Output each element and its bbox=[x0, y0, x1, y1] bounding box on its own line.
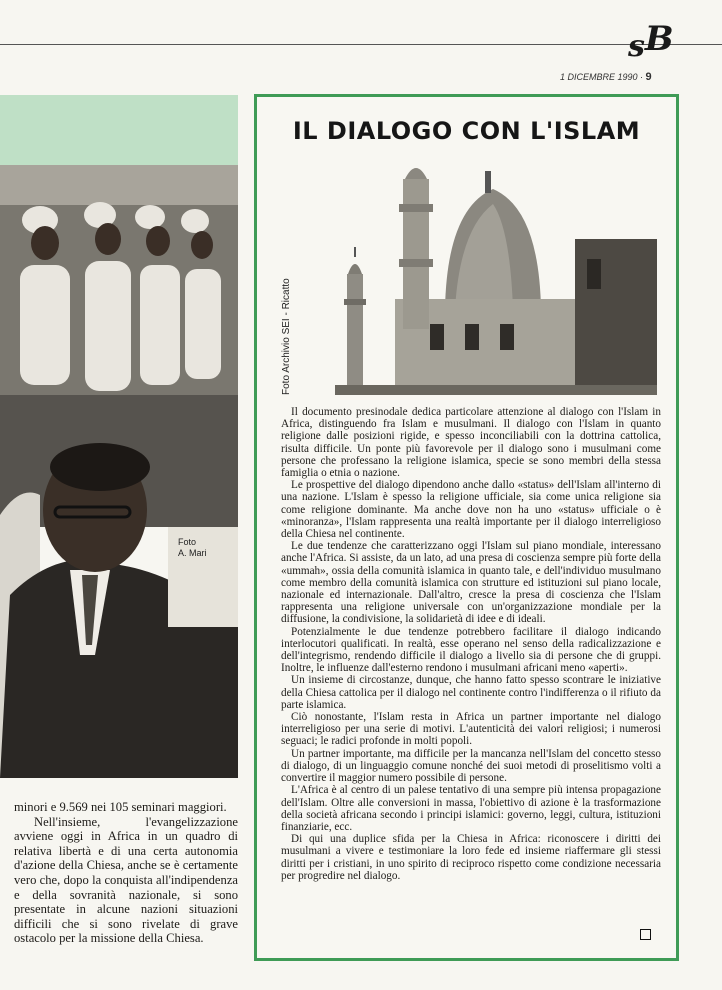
article-paragraph: Di qui una duplice sfida per la Chiesa in Africa: riconoscere i diritti dei musulmani a vivere e testimoniare la loro fede ed insieme riaffermare gli stessi diritti per i cristiani, in uno spirito di reciproco rispetto come condizione necessaria per progredire nel dialogo. bbox=[281, 833, 661, 882]
mosque-photo bbox=[335, 149, 657, 395]
hollow-square-icon bbox=[640, 929, 651, 940]
left-paragraph: Nell'insieme, l'evangelizzazione avviene oggi in Africa in un quadro di relativa libertà e di una certa autonomia d'azione della Chiesa, anche se è certamente vero che, dopo la conquista all'indipendenza e della sovranità nazionale, si sono presentate in alcune nazioni situazioni difficili che si sono rivelate di grave ostacolo per la missione della Chiesa. bbox=[14, 814, 238, 946]
left-column-text bbox=[14, 800, 238, 946]
article-paragraph: L'Africa è al centro di un palese tentativo di una sempre più intensa propagazione dell'Islam. Oltre alle conversioni in massa, l'obiettivo di azione è la trasformazione della società africana secondo i principi islamici: governo, leggi, cultura, istituzioni finanziarie, ecc. bbox=[281, 784, 661, 833]
article-paragraph: Ciò nonostante, l'Islam resta in Africa un partner importante nel dialogo interreligioso per una serie di motivi. L'autenticità dei valori religiosi; i numerosi seguaci; le radici profonde in molti popoli. bbox=[281, 711, 661, 748]
article-paragraph: Un insieme di circostanze, dunque, che hanno fatto spesso scontrare le iniziative della Chiesa cattolica per il dialogo nel continente contro l'indifferenza o il rifiuto da parte islamica. bbox=[281, 674, 661, 711]
photo-caption: Foto A. Mari bbox=[168, 527, 238, 627]
dateline: 1 DICEMBRE 1990 · 9 bbox=[560, 71, 652, 83]
article-paragraph: Le due tendenze che caratterizzano oggi l'Islam sul piano mondiale, interessano anche l'Africa. Si assiste, da un lato, ad una presa di coscienza sempre più forte della «ummah», ossia della comunità islamica in quanto tale, e dell'individuo musulmano come membro della comunità islamica con strutture ed istituzioni sul piano locale, nazionale ed internazionale. Dall'altro, cresce la presa di coscienza che l'Islam rappresenta una religione universale con un'organizzazione mondiale per la diffusione, la condivisione, la solidarietà di idee e di ideali. bbox=[281, 540, 661, 626]
mint-band bbox=[0, 95, 238, 165]
header-rule bbox=[0, 44, 722, 45]
article-body bbox=[281, 406, 661, 882]
article-paragraph: Un partner importante, ma difficile per la mancanza nell'Islam del concetto stesso di dialogo, di un linguaggio comune nonché dei suoi metodi di proselitismo volti a convertire il maggior numero possibile di persone. bbox=[281, 747, 661, 785]
left-paragraph: minori e 9.569 nei 105 seminari maggiori. bbox=[14, 800, 227, 814]
photo-credit: Foto Archivio SEI - Ricatto bbox=[281, 278, 292, 395]
article-box bbox=[254, 94, 679, 961]
article-paragraph: Potenzialmente le due tendenze potrebbero facilitare il dialogo indicando interlocutori qualificati. In realtà, esse operano nel senso della radicalizzazione e dell'integrismo, rendendo difficile il dialogo a livello sia di persone che di gruppi. Inoltre, le influenze dall'esterno rendono i musulmani africani meno «aperti». bbox=[281, 625, 661, 675]
article-paragraph: Il documento presinodale dedica particolare attenzione al dialogo con l'Islam in Africa, distinguendo fra Islam e musulmani. Il dialogo con l'Islam in quanto religione dalle posizioni rigide, e spesso inconciliabili con la dottrina cattolica, risulta difficile. Un ponte più favorevole per il dialogo sono i musulmani come persone che professano la religione islamica, specie se sono membri della stessa famiglia o etnia o nazione. bbox=[281, 406, 661, 480]
article-title: IL DIALOGO CON L'ISLAM bbox=[292, 117, 641, 145]
magazine-logo: sB bbox=[628, 19, 674, 64]
page-number: 9 bbox=[645, 71, 652, 83]
left-photo-column bbox=[0, 95, 238, 778]
article-paragraph: Le prospettive del dialogo dipendono anche dallo «status» dell'Islam all'interno di una nazione. L'Islam è spesso la religione ufficiale, sia come unica religione sia come religione dominante. Ma anche dove non ha uno «status» ufficiale o è «minoranza», l'Islam rappresenta una realtà importante per il dialogo interreligioso della Chiesa nel continente. bbox=[281, 479, 661, 541]
